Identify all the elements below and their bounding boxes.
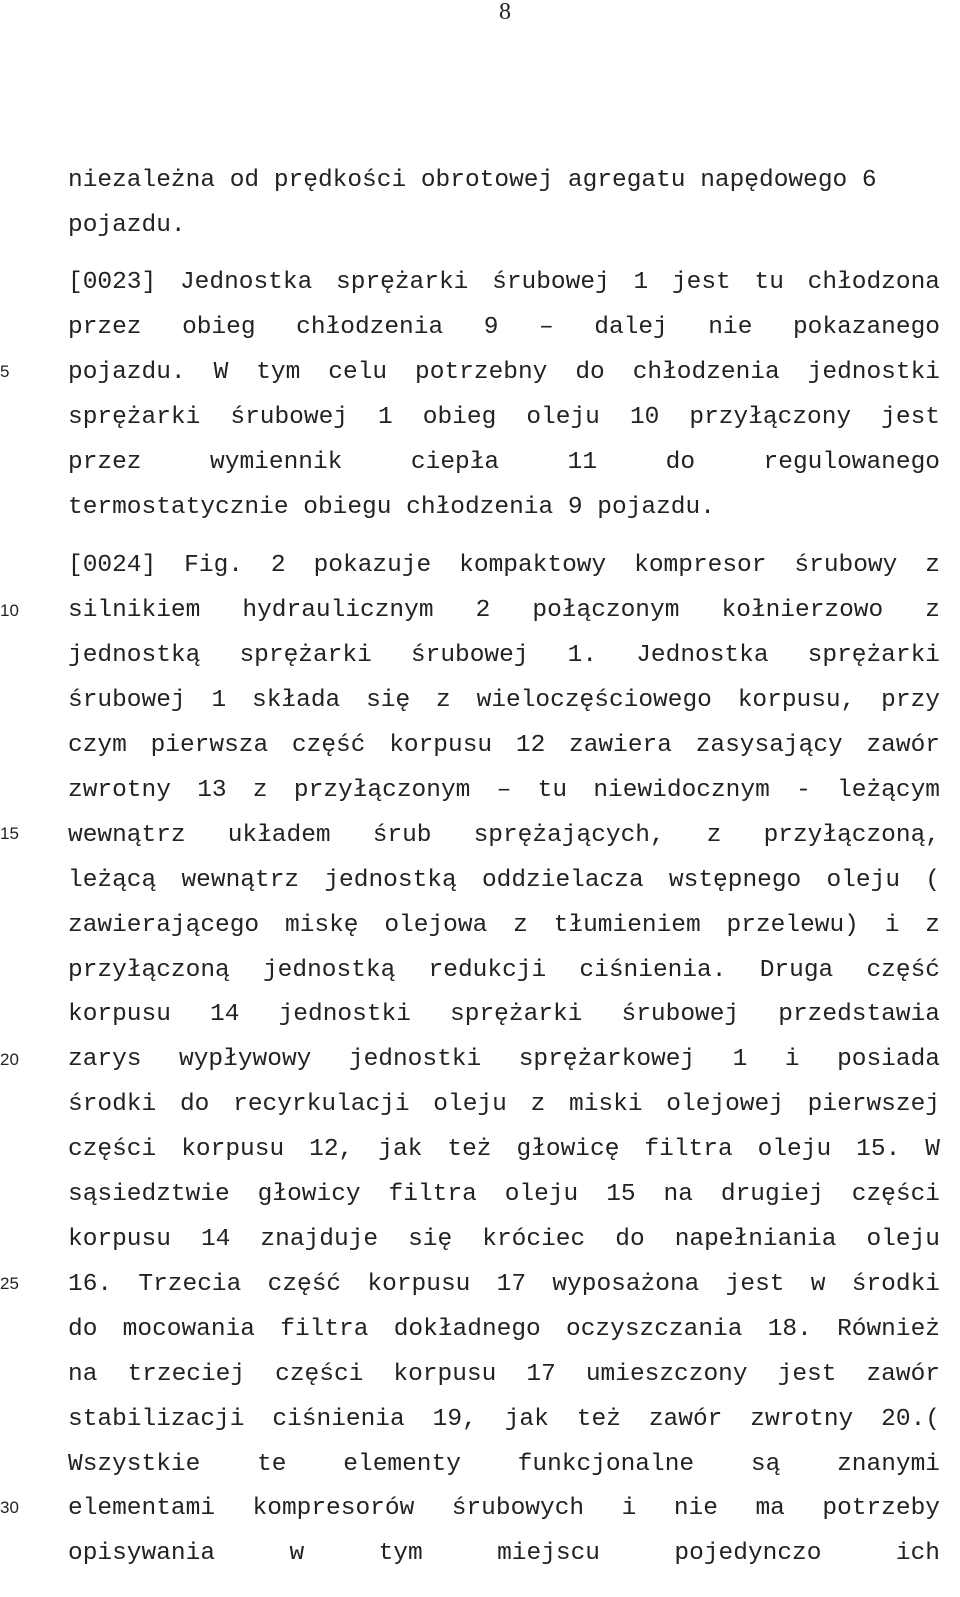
text-line: termostatycznie obiegu chłodzenia 9 pojazdu. [68, 494, 715, 521]
text-line: opisywania w tym miejscu pojedynczo ich [68, 1540, 940, 1567]
line-number-30: 30 [0, 1498, 19, 1517]
text-line: elementami kompresorów śrubowych i nie ma potrzeby [68, 1495, 940, 1522]
text-line: środki do recyrkulacji oleju z miski olejowej pierwszej [68, 1091, 940, 1118]
text-line: na trzeciej części korpusu 17 umieszczony jest zawór [68, 1361, 940, 1388]
line-number-25: 25 [0, 1274, 19, 1293]
text-line: wewnątrz układem śrub sprężających, z przyłączoną, [68, 822, 940, 849]
line-number-5: 5 [0, 362, 10, 381]
text-line: korpusu 14 znajduje się króciec do napełniania oleju [68, 1226, 940, 1253]
line-number-10: 10 [0, 601, 19, 620]
text-line: zawierającego miskę olejowa z tłumieniem przelewu) i z [68, 912, 940, 939]
text-line: przez obieg chłodzenia 9 – dalej nie pokazanego [68, 314, 940, 341]
text-line: do mocowania filtra dokładnego oczyszczania 18. Również [68, 1316, 940, 1343]
text-line: czym pierwsza część korpusu 12 zawiera zasysający zawór [68, 732, 940, 759]
page-number: 8 [499, 0, 511, 25]
text-line: sąsiedztwie głowicy filtra oleju 15 na drugiej części [68, 1181, 940, 1208]
line-number-20: 20 [0, 1050, 19, 1069]
text-line: śrubowej 1 składa się z wieloczęściowego korpusu, przy [68, 687, 940, 714]
text-line: zwrotny 13 z przyłączonym – tu niewidocznym - leżącym [68, 777, 940, 804]
text-line: Wszystkie te elementy funkcjonalne są znanymi [68, 1451, 940, 1478]
text-line: 16. Trzecia część korpusu 17 wyposażona jest w środki [68, 1271, 940, 1298]
text-line: [0024] Fig. 2 pokazuje kompaktowy kompresor śrubowy z [68, 552, 940, 579]
text-line: jednostką sprężarki śrubowej 1. Jednostka sprężarki [68, 642, 940, 669]
text-line: leżącą wewnątrz jednostką oddzielacza wstępnego oleju ( [68, 867, 940, 894]
text-line: korpusu 14 jednostki sprężarki śrubowej przedstawia [68, 1001, 940, 1028]
text-line: zarys wypływowy jednostki sprężarkowej 1 i posiada [68, 1046, 940, 1073]
text-line: pojazdu. [68, 212, 186, 239]
line-number-15: 15 [0, 824, 19, 843]
text-line: stabilizacji ciśnienia 19, jak też zawór zwrotny 20.( [68, 1406, 940, 1433]
text-line: przyłączoną jednostką redukcji ciśnienia. Druga część [68, 957, 940, 984]
text-line: części korpusu 12, jak też głowicę filtra oleju 15. W [68, 1136, 940, 1163]
text-line: pojazdu. W tym celu potrzebny do chłodzenia jednostki [68, 359, 940, 386]
text-line: niezależna od prędkości obrotowej agregatu napędowego 6 [68, 167, 877, 194]
text-line: silnikiem hydraulicznym 2 połączonym kołnierzowo z [68, 597, 940, 624]
text-line: [0023] Jednostka sprężarki śrubowej 1 jest tu chłodzona [68, 269, 940, 296]
text-line: przez wymiennik ciepła 11 do regulowanego [68, 449, 940, 476]
text-line: sprężarki śrubowej 1 obieg oleju 10 przyłączony jest [68, 404, 940, 431]
